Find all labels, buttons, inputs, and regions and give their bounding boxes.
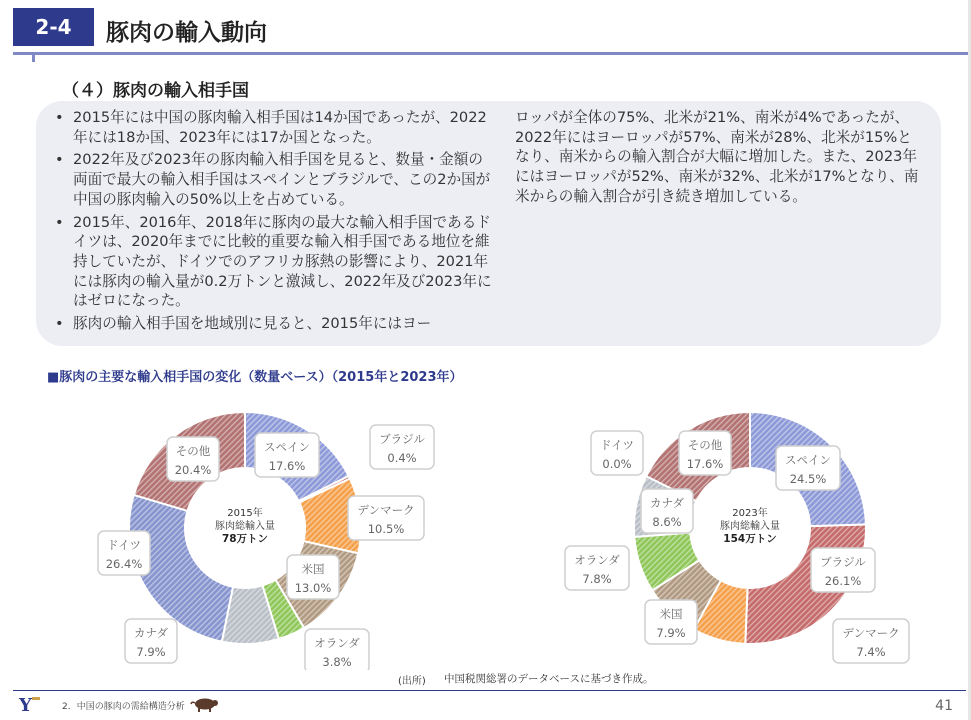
donut-chart-2 [565, 412, 909, 663]
callout-value: 0.0% [602, 457, 632, 471]
callout-value: 7.9% [656, 626, 686, 640]
bullet-item: • 2022年及び2023年の豚肉輸入相手国を見ると、数量・金額の両面で最大の輸入相手国はスペインとブラジルで、この2か国が中国の豚肉輸入の50%以上を占めている。 [53, 150, 493, 209]
callout-country: オランダ [574, 553, 620, 567]
bullet-item: • 豚肉の輸入相手国を地域別に見ると、2015年にはヨー [53, 314, 493, 334]
center-label: 2023年 [732, 508, 768, 519]
callout-country: ブラジル [379, 432, 425, 446]
callout-country: その他 [687, 438, 723, 452]
footer-chapter-text: 2．中国の豚肉の需給構造分析 [62, 702, 185, 712]
callout-country: ドイツ [107, 538, 141, 552]
donut-charts [0, 385, 971, 670]
chart-caption: ■豚肉の主要な輸入相手国の変化（数量ベース）（2015年と2023年） [47, 370, 463, 385]
page-number: 41 [935, 698, 953, 714]
slice-label-germany [98, 531, 150, 575]
callout-value: 0.4% [387, 451, 417, 465]
slice-label-germany [591, 431, 643, 475]
source-label: (出所) [398, 676, 426, 687]
pig-icon [190, 695, 220, 713]
logo-letter: Y [19, 695, 32, 716]
slice-label-netherlands [305, 629, 369, 670]
header-divider-tick [32, 52, 35, 62]
slice-label-others [679, 431, 731, 475]
callout-value: 26.4% [105, 557, 143, 571]
callout-value: 8.6% [652, 515, 682, 529]
center-total: 78万トン [221, 533, 269, 545]
slice-label-spain [255, 433, 319, 477]
footer-divider [13, 690, 966, 691]
slice-label-brazil [811, 548, 875, 592]
callout-value: 7.9% [136, 645, 166, 659]
header-divider [13, 52, 968, 55]
center-label: 豚肉総輸入量 [215, 521, 275, 532]
slice-label-denmark [348, 496, 424, 540]
center-label: 2015年 [227, 508, 263, 519]
bullet-continuation: ロッパが全体の75%、北米が21%、南米が4%であったが、2022年にはヨーロッパが57%、南米が28%、北米が15%となり、南米からの輸入割合が大幅に増加した。また、2023年にはヨーロッパが52%、南米が32%、北米が17%となり、南米からの輸入割合が引き続き増加している。 [515, 109, 919, 205]
slice-label-brazil [370, 425, 434, 469]
callout-value: 13.0% [294, 581, 332, 595]
callout-country: 米国 [301, 562, 325, 576]
bullet-item: • 2015年には中国の豚肉輸入相手国は14か国であったが、2022年には18か国、2023年には17か国となった。 [53, 108, 493, 147]
donut-chart-1 [98, 412, 434, 670]
slice-label-canada [641, 489, 693, 533]
callout-value: 24.5% [789, 472, 827, 486]
callout-country: 米国 [659, 607, 683, 621]
callout-country: デンマーク [357, 503, 415, 517]
section-title: （４）豚肉の輸入相手国 [62, 81, 249, 101]
callout-country: スペイン [264, 440, 310, 454]
bullet-item: • 2015年、2016年、2018年に豚肉の最大な輸入相手国であるドイツは、2020年までに比較的重要な輸入相手国である地位を維持していたが、ドイツでのアフリカ豚熱の影響により、2021年には豚肉の輸入量が0.2万トンと激減し、2022年及び2023年にはゼロになった。 [53, 213, 493, 312]
callout-value: 3.8% [322, 655, 352, 669]
callout-value: 7.4% [856, 645, 886, 659]
center-label: 豚肉総輸入量 [720, 521, 780, 532]
slice-label-usa [287, 555, 339, 599]
callout-country: その他 [175, 444, 211, 458]
slice-label-canada [125, 619, 177, 663]
slice-label-usa [645, 600, 697, 644]
slice-label-others [167, 437, 219, 481]
slice-label-spain [776, 446, 840, 490]
bullet-list [53, 108, 493, 337]
callout-value: 10.5% [367, 522, 405, 536]
page-title: 豚肉の輸入動向 [106, 20, 267, 46]
callout-country: カナダ [134, 626, 168, 640]
callout-country: カナダ [650, 496, 684, 510]
section-number-badge: 2-4 [13, 8, 94, 46]
callout-country: スペイン [785, 453, 831, 467]
center-total: 154万トン [723, 533, 777, 545]
slice-label-denmark [833, 619, 909, 663]
callout-country: オランダ [314, 636, 360, 650]
callout-value: 26.1% [824, 574, 862, 588]
callout-value: 20.4% [174, 463, 212, 477]
callout-country: ブラジル [820, 555, 866, 569]
callout-country: ドイツ [600, 438, 634, 452]
callout-value: 7.8% [582, 572, 612, 586]
company-logo [17, 694, 43, 716]
slice-label-netherlands [565, 546, 629, 590]
source-text: 中国税関総署のデータベースに基づき作成。 [444, 673, 654, 685]
logo-accent [32, 697, 40, 700]
callout-value: 17.6% [686, 457, 724, 471]
callout-country: デンマーク [842, 626, 900, 640]
callout-value: 17.6% [268, 459, 306, 473]
